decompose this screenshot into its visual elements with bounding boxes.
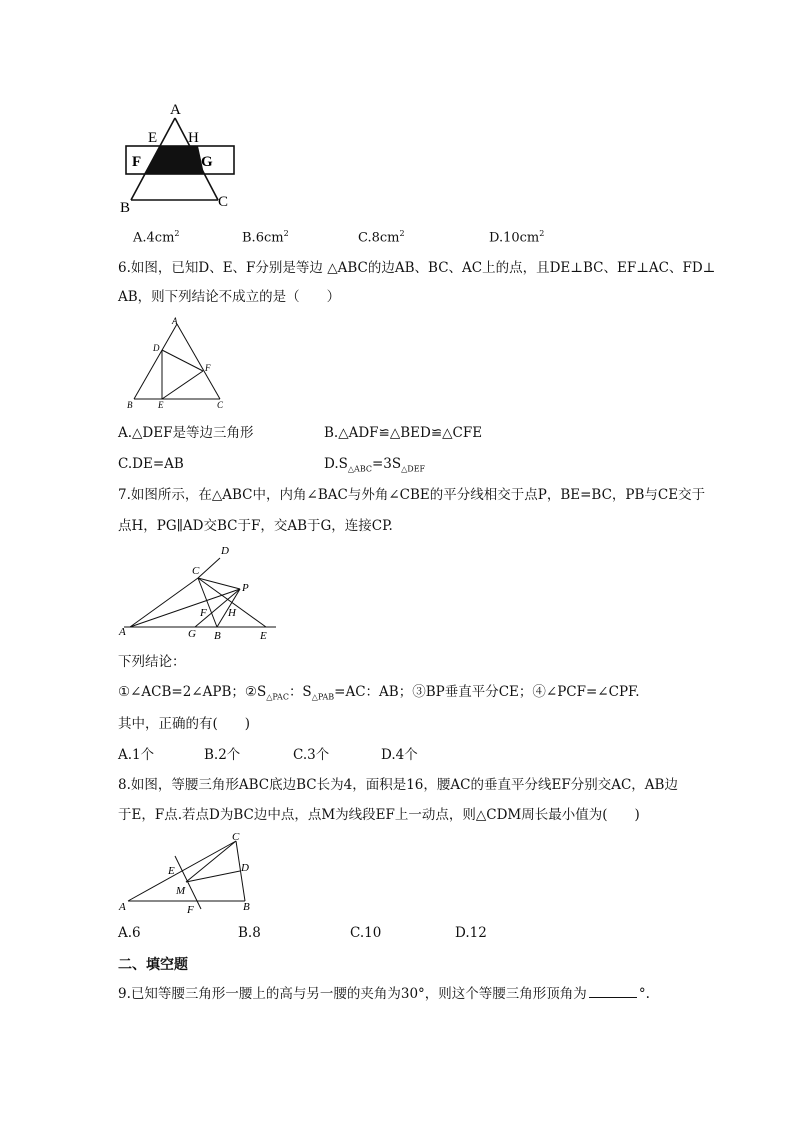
figure-q5-triangle (118, 100, 238, 215)
label-H: H (228, 607, 236, 619)
label-C: C (217, 400, 224, 410)
q7-conclusions-intro: 下列结论： (118, 654, 186, 670)
label-E: E (168, 865, 175, 877)
label-C: C (232, 831, 240, 843)
q7-conclusions: ①∠ACB=2∠APB；$②S_{\triangle PAC}$：$S_{\triangle PAB}=AC$：AB；③BP垂直平分CE；④∠PCF=∠CPF. (118, 684, 640, 702)
q8-option-b: B.8 (238, 925, 261, 941)
label-F: F (187, 904, 194, 916)
q6-option-b: B.△ADF≌△BED≌△CFE (324, 425, 483, 441)
q8-stem-line2: 于E，F点.若点D为BC边中点，点M为线段EF上一动点，则△CDM周长最小值为( ) (118, 807, 640, 823)
label-C: C (192, 565, 200, 577)
q5-option-a: $A.4cm^2$ (133, 229, 180, 246)
label-B: B (214, 630, 221, 640)
q6-option-d: $D.S_{\triangle ABC}=3S_{\triangle DEF}$ (324, 456, 426, 474)
label-P: P (242, 582, 249, 594)
label-E: E (148, 130, 158, 146)
label-C: C (218, 194, 229, 210)
label-D: D (153, 343, 160, 353)
label-G: G (201, 154, 213, 170)
q7-option-b: B.2个 (204, 747, 241, 763)
q6-option-c: C.DE=AB (118, 456, 184, 472)
q5-option-b: $B.6cm^2$ (242, 229, 289, 246)
q7-option-d: D.4个 (381, 747, 418, 763)
q7-stem-line2: 点H，PG∥AD交BC于F，交AB于G，连接CP. (118, 518, 393, 534)
figure-q7 (116, 540, 281, 640)
figure-q8 (116, 830, 261, 918)
q7-option-a: A.1个 (118, 747, 155, 763)
label-G: G (188, 628, 196, 640)
q8-stem-line1: 8.如图，等腰三角形ABC底边BC长为4，面积是16，腰AC的垂直平分线EF分别交AC，AB边 (118, 777, 678, 793)
label-B: B (127, 400, 133, 410)
label-D: D (221, 545, 229, 557)
section-heading-fill-in: 二、填空题 (118, 957, 188, 973)
label-E: E (158, 400, 164, 410)
q6-stem-line2: AB，则下列结论不成立的是（ ） (118, 289, 341, 305)
q8-option-d: D.12 (455, 925, 487, 941)
q7-question: 其中，正确的有( ) (118, 716, 251, 732)
label-F: F (200, 607, 207, 619)
label-B: B (243, 901, 250, 913)
q8-option-a: A.6 (118, 925, 141, 941)
label-A: A (119, 626, 126, 638)
q9-stem: 9.已知等腰三角形一腰上的高与另一腰的夹角为30°，则这个等腰三角形顶角为 °. (118, 986, 650, 1002)
label-E: E (260, 630, 267, 640)
label-A: A (170, 102, 181, 118)
label-M: M (176, 885, 186, 897)
answer-blank[interactable] (589, 997, 637, 998)
figure-q6-triangle (120, 316, 235, 411)
label-A: A (172, 316, 178, 326)
q6-option-a: A.△DEF是等边三角形 (118, 425, 254, 441)
q7-option-c: C.3个 (293, 747, 330, 763)
label-H: H (188, 130, 199, 146)
q5-option-d: $D.10cm^2$ (489, 229, 545, 246)
q5-option-c: $C.8cm^2$ (358, 229, 405, 246)
q6-stem-line1: 6.如图，已知D、E、F分别是等边 △ABC的边AB、BC、AC上的点，且DE⊥BC、EF⊥AC、FD⊥ (118, 260, 716, 276)
q7-stem-line1: 7.如图所示，在△ABC中，内角∠BAC与外角∠CBE的平分线相交于点P，BE=BC，PB与CE交于 (118, 487, 706, 503)
label-F: F (205, 363, 211, 373)
label-D: D (241, 862, 249, 874)
q8-option-c: C.10 (350, 925, 382, 941)
label-F: F (132, 154, 142, 170)
label-B: B (120, 200, 131, 215)
label-A: A (119, 901, 126, 913)
